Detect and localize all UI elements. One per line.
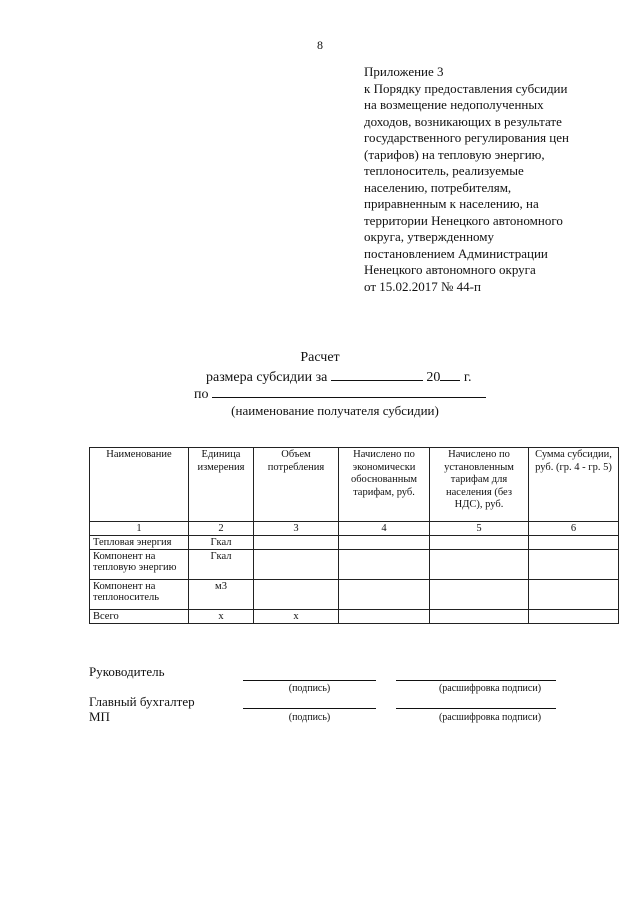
row-established xyxy=(430,536,529,550)
column-number: 1 xyxy=(90,522,189,536)
table-column-numbers xyxy=(90,522,619,536)
row-volume: х xyxy=(254,610,339,624)
annex-line: территории Ненецкого автономного xyxy=(364,212,563,228)
head-decoding-caption: (расшифровка подписи) xyxy=(438,683,542,694)
row-economic xyxy=(339,580,430,610)
row-volume xyxy=(254,580,339,610)
annex-line: округа, утвержденному xyxy=(364,229,495,244)
accountant-label: Главный бухгалтер xyxy=(89,694,195,709)
row-established xyxy=(430,580,529,610)
row-unit: Гкал xyxy=(189,550,254,580)
row-unit: м3 xyxy=(189,580,254,610)
stamp-label: МП xyxy=(89,709,110,724)
annex-line: от 15.02.2017 № 44-п xyxy=(364,278,481,294)
document-title: Расчет xyxy=(300,350,340,365)
annex-line: Ненецкого автономного округа xyxy=(364,262,536,277)
head-signature-line xyxy=(243,680,376,681)
row-economic xyxy=(339,536,430,550)
row-name: Тепловая энергия xyxy=(90,536,189,550)
page-number: 8 xyxy=(317,38,323,52)
column-number: 4 xyxy=(339,522,430,536)
row-subsidy xyxy=(529,550,619,580)
table-row xyxy=(90,536,619,550)
row-established xyxy=(430,610,529,624)
period-blank xyxy=(331,369,423,381)
period-line xyxy=(206,369,472,386)
annex-line: на возмещение недополученных xyxy=(364,97,544,112)
header-name: Наименование xyxy=(90,448,189,522)
table-row xyxy=(90,550,619,580)
row-economic xyxy=(339,550,430,580)
row-subsidy xyxy=(529,610,619,624)
head-label: Руководитель xyxy=(89,664,165,679)
column-number: 5 xyxy=(430,522,529,536)
column-number: 3 xyxy=(254,522,339,536)
annex-line: постановлением Администрации xyxy=(364,245,548,261)
row-name: Компонент на тепловую энергию xyxy=(90,550,189,580)
annex-line: государственного регулирования цен xyxy=(364,130,569,145)
table-row xyxy=(90,580,619,610)
annex-block xyxy=(364,64,624,295)
row-volume xyxy=(254,536,339,550)
annex-line: населению, потребителям, xyxy=(364,179,512,195)
row-unit: х xyxy=(189,610,254,624)
recipient-prefix: по xyxy=(194,387,209,402)
table-header-row xyxy=(90,448,619,522)
annex-line: (тарифов) на тепловую энергию, xyxy=(364,146,545,162)
recipient-blank xyxy=(212,386,486,398)
header-economic-tariff: Начислено по экономически обоснованным тарифам, руб. xyxy=(339,448,430,522)
recipient-line xyxy=(194,386,486,403)
header-established-tariff: Начислено по установленным тарифам для населения (без НДС), руб. xyxy=(430,448,529,522)
row-unit: Гкал xyxy=(189,536,254,550)
period-prefix: размера субсидии за xyxy=(206,370,328,385)
annex-line: доходов, возникающих в результате xyxy=(364,113,562,129)
header-volume: Объем потребления xyxy=(254,448,339,522)
head-signature-caption: (подпись) xyxy=(288,683,331,694)
header-subsidy-sum: Сумма субсидии, руб. (гр. 4 - гр. 5) xyxy=(529,448,619,522)
row-subsidy xyxy=(529,580,619,610)
annex-line: к Порядку предоставления субсидии xyxy=(364,80,568,96)
row-economic xyxy=(339,610,430,624)
accountant-decoding-caption: (расшифровка подписи) xyxy=(438,712,542,723)
recipient-caption: (наименование получателя субсидии) xyxy=(231,403,439,418)
header-unit: Единица измерения xyxy=(189,448,254,522)
annex-line: Приложение 3 xyxy=(364,64,444,79)
table-total-row xyxy=(90,610,619,624)
head-decoding-line xyxy=(396,680,556,681)
calculation-table xyxy=(89,447,619,624)
annex-line: теплоноситель, реализуемые xyxy=(364,163,524,178)
row-volume xyxy=(254,550,339,580)
row-name: Всего xyxy=(90,610,189,624)
row-subsidy xyxy=(529,536,619,550)
accountant-decoding-line xyxy=(396,708,556,709)
accountant-signature-line xyxy=(243,708,376,709)
row-established xyxy=(430,550,529,580)
year-suffix: г. xyxy=(463,370,472,385)
annex-line: приравненным к населению, на xyxy=(364,196,539,211)
column-number: 2 xyxy=(189,522,254,536)
accountant-signature-caption: (подпись) xyxy=(288,712,331,723)
row-name: Компонент на теплоноситель xyxy=(90,580,189,610)
column-number: 6 xyxy=(529,522,619,536)
year-prefix: 20 xyxy=(426,370,441,385)
year-blank xyxy=(440,369,460,381)
